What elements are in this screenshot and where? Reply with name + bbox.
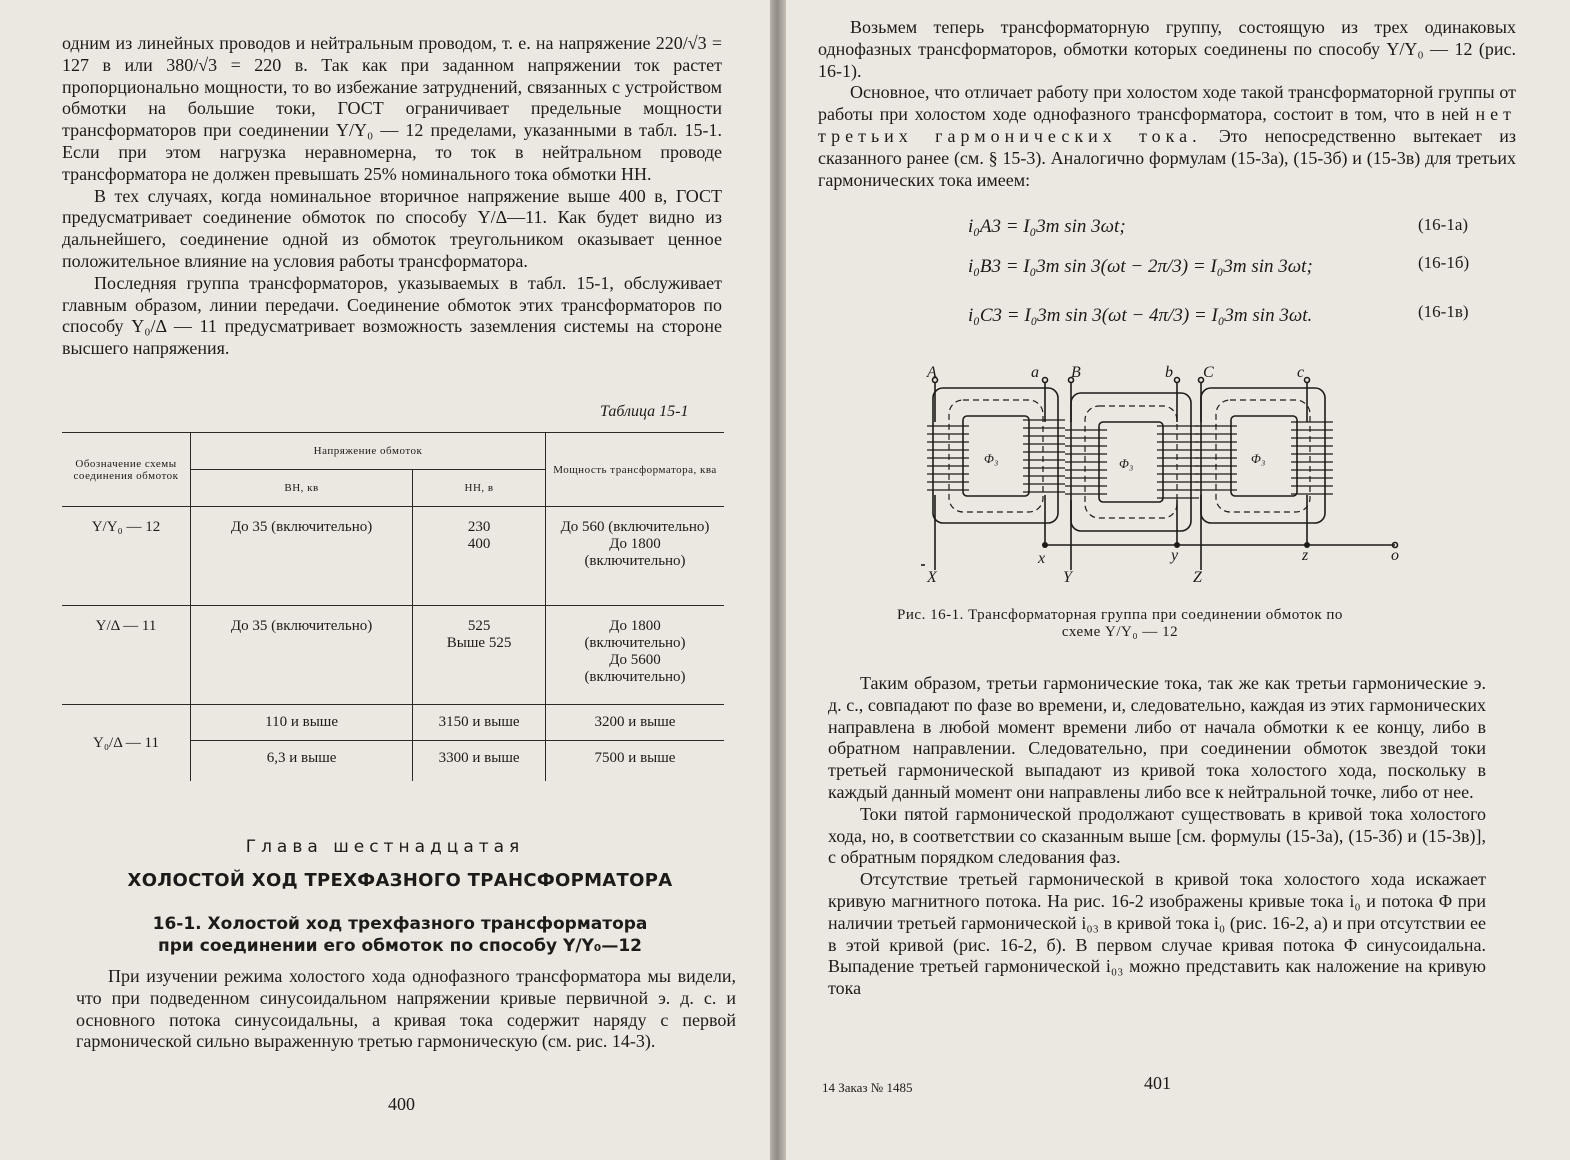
equation-number: (16-1в) <box>1418 302 1469 321</box>
table-header-scheme: Обозначение схемы соединения обмоток <box>62 433 191 507</box>
section-title-line: при соединении его обмоток по способу Y/Y₀—12 <box>158 936 642 956</box>
page-number: 400 <box>388 1094 415 1114</box>
section-title-line: 16-1. Холостой ход трехфазного трансформатора <box>152 914 648 934</box>
terminal-y-label: y <box>1171 547 1179 564</box>
cell-power: 3200 и выше <box>546 705 725 741</box>
flux-label: Φ₃ <box>1251 451 1266 466</box>
book-gutter <box>770 0 786 1160</box>
cell-power: До 560 (включительно) До 1800 (включительно) <box>546 507 725 606</box>
paragraph: Отсутствие третьей гармонической в кривой тока холостого хода искажает кривую магнитного потока. На рис. 16-2 изображены кривые тока i₀ и потока Φ при наличии третьей гармонической i₀₃ в кривой тока i₀ (рис. 16-2, а) и при отсутствии ее в этой кривой (рис. 16-2, б). В первом случае кривая потока Φ синусоидальна. Выпадение третьей гармонической i₀₃ можно представить как наложение на кривую тока <box>828 869 1486 999</box>
paragraph: Токи пятой гармонической продолжают существовать в кривой тока холостого хода, но, в соответствии со сказанным выше [см. формулы (15-3а), (15-3б) и (15-3в)], с обратным порядком следования фаз. <box>828 803 1486 868</box>
cell-scheme: Y₀/Δ — 11 <box>93 734 159 751</box>
paragraph: При изучении режима холостого хода однофазного трансформатора мы видели, что при подведенном синусоидальном напряжении кривые первичной э. д. с. и основного потока синусоидальны, а кривая тока содержит наряду с первой гармонической сильно выраженную третью гармоническую (см. рис. 14-3). <box>76 966 736 1052</box>
flux-label: Φ₃ <box>1119 456 1134 471</box>
figure-16-1-transformer-group <box>905 360 1415 595</box>
terminal-X-label: X <box>927 569 937 586</box>
paragraph-text: Это непосредственно вытекает из сказанного ранее (см. § 15-3). Аналогично формулам (15-3а), (15-3б) и (15-3в) для третьих гармонических тока имеем: <box>818 125 1516 190</box>
chapter-title: ХОЛОСТОЙ ХОД ТРЕХФАЗНОГО ТРАНСФОРМАТОРА <box>127 870 673 891</box>
cell-scheme: Y/Δ — 11 <box>62 606 191 705</box>
neutral-o-label: o <box>1391 547 1399 564</box>
paragraph <box>818 82 1516 191</box>
table-header-lv: НН, в <box>413 470 546 507</box>
terminal-Y-label: Y <box>1063 569 1072 586</box>
equation-number: (16-1б) <box>1418 253 1470 272</box>
cell-power: До 1800 (включительно) До 5600 (включительно) <box>546 606 725 705</box>
terminal-x-label: x <box>1038 550 1046 567</box>
paragraph: Таким образом, третьи гармонические тока, так же как третьи гармонические э. д. с., совпадают по фазе во времени, и, следовательно, каждая из этих гармонических направлена в любой момент времени либо от начала обмотки к ее концу, либо в обратном направлении. Следовательно, при соединении обмоток звездой токи третьей гармонической выпадают из кривой тока холостого хода, поскольку в каждый данный момент они направлены либо все к нейтральной точке, либо от нее. <box>828 673 1486 802</box>
left-text-block <box>62 33 722 360</box>
cell-lv: 525 Выше 525 <box>413 606 546 705</box>
cell-hv: 6,3 и выше <box>191 741 413 782</box>
cell-hv: До 35 (включительно) <box>191 606 413 705</box>
terminal-B-label: B <box>1071 364 1081 381</box>
paragraph: В тех случаях, когда номинальное вторичное напряжение выше 400 в, ГОСТ предусматривает соединение обмоток по способу Y/Δ—11. Как будет видно из дальнейшего, соединение одной из обмоток треугольником оказывает ценное положительное влияние на условия работы трансформатора. <box>62 185 722 271</box>
figure-caption: Рис. 16-1. Трансформаторная группа при соединении обмоток по схеме Y/Y₀ — 12 <box>897 607 1343 640</box>
table-caption: Таблица 15-1 <box>600 403 689 420</box>
terminal-A-label: A <box>927 364 937 381</box>
table-header-voltage: Напряжение обмоток <box>191 433 546 470</box>
cell-scheme: Y/Y₀ — 12 <box>62 507 191 606</box>
cell-lv: 3150 и выше <box>413 705 546 741</box>
paragraph-text: Основное, что отличает работу при холостом ходе такой трансформаторной группы от работы при холостом ходе однофазного трансформатора, состоит в том, что в ней <box>818 82 1516 125</box>
cell-power: 7500 и выше <box>546 741 725 782</box>
left-final-block <box>76 966 736 1053</box>
table-row <box>62 507 724 606</box>
left-page <box>0 0 770 1160</box>
print-order-footer: 14 Заказ № 1485 <box>822 1080 913 1095</box>
section-title <box>0 913 800 957</box>
terminal-b-label: b <box>1165 364 1173 381</box>
table-row <box>62 705 724 741</box>
cell-lv: 3300 и выше <box>413 741 546 782</box>
terminal-C-label: C <box>1203 364 1214 381</box>
emphasized-text: нет третьих гармонических тока. <box>818 104 1516 146</box>
cell-hv: До 35 (включительно) <box>191 507 413 606</box>
formula-16-1a: i₀A3 = I₀3m sin 3ωt; <box>968 216 1126 237</box>
table-row <box>62 606 724 705</box>
formula-16-1v: i₀C3 = I₀3m sin 3(ωt − 4π/3) = I₀3m sin 3ωt. <box>968 305 1313 326</box>
terminal-a-label: a <box>1031 364 1039 381</box>
paragraph: Последняя группа трансформаторов, указываемых в табл. 15-1, обслуживает главным образом, линии передачи. Соединение обмоток этих трансформаторов по способу Y₀/Δ — 11 предусматривает возможность заземления системы на стороне высшего напряжения. <box>62 272 722 359</box>
flux-label: Φ₃ <box>984 451 999 466</box>
right-text-block <box>818 17 1516 191</box>
table-header-power: Мощность трансформатора, ква <box>546 433 725 507</box>
paragraph: одним из линейных проводов и нейтральным проводом, т. е. на напряжение 220/√3 = 127 в или 380/√3 = 220 в. Так как при заданном напряжении ток растет пропорционально мощности, то во избежание затруднений, связанных с устройством обмотки на большие токи, ГОСТ ограничивает предельные мощности трансформаторов при соединении Y/Y₀ — 12 пределами, указанными в табл. 15-1. Если при этом нагрузка неравномерна, то ток в нейтральном проводе трансформатора не должен превышать 25% номинального тока обмотки НН. <box>62 33 722 184</box>
table-15-1 <box>62 432 724 781</box>
table-header-hv: ВН, кв <box>191 470 413 507</box>
cell-hv: 110 и выше <box>191 705 413 741</box>
terminal-z-label: z <box>1302 547 1309 564</box>
right-lower-text-block <box>828 673 1486 1000</box>
terminal-c-label: c <box>1297 364 1305 381</box>
chapter-label: Глава шестнадцатая <box>245 837 525 857</box>
equation-number: (16-1а) <box>1418 215 1469 234</box>
paragraph: Возьмем теперь трансформаторную группу, состоящую из трех одинаковых однофазных трансформаторов, обмотки которых соединены по способу Y/Y₀ — 12 (рис. 16-1). <box>818 17 1516 81</box>
page-number: 401 <box>1144 1073 1171 1093</box>
cell-lv: 230 400 <box>413 507 546 606</box>
terminal-Z-label: Z <box>1193 569 1202 586</box>
formula-16-1b: i₀B3 = I₀3m sin 3(ωt − 2π/3) = I₀3m sin 3ωt; <box>968 256 1313 277</box>
